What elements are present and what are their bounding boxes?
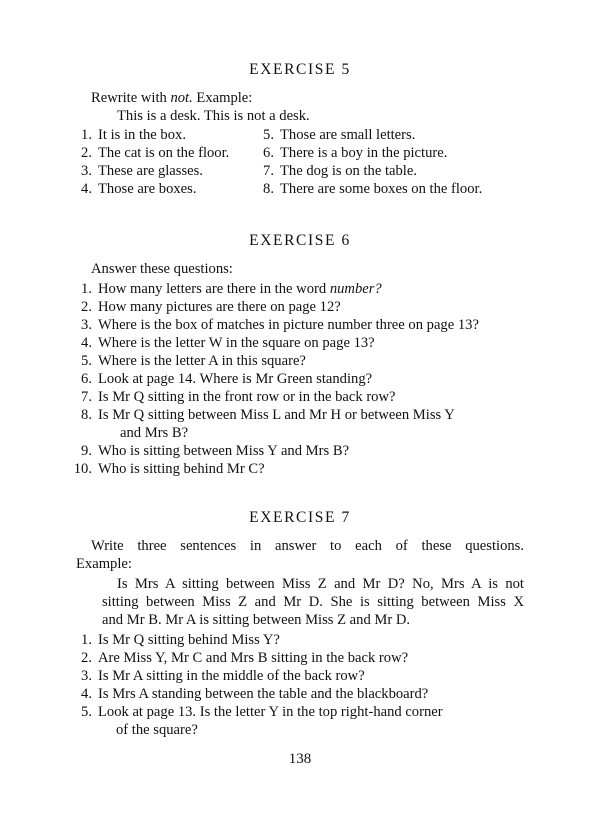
exercise-7-heading: EXERCISE 7 xyxy=(249,509,351,526)
list-item: 6. Look at page 14. Where is Mr Green standing? xyxy=(81,371,373,387)
list-item: 7. The dog is on the table. xyxy=(263,163,417,179)
list-item: 6. There is a boy in the picture. xyxy=(263,145,448,161)
example-line: Is Mrs A sitting between Miss Z and Mr D? No, Mrs A is not xyxy=(117,576,524,592)
list-item: 8. Is Mr Q sitting between Miss L and Mr H or between Miss Y xyxy=(81,407,455,423)
list-item: 4. Is Mrs A standing between the table and the blackboard? xyxy=(81,686,429,702)
exercise-6-heading: EXERCISE 6 xyxy=(249,232,351,249)
exercise-5-heading: EXERCISE 5 xyxy=(249,61,351,78)
list-item: 5. Where is the letter A in this square? xyxy=(81,353,306,369)
list-item: 3. Is Mr A sitting in the middle of the back row? xyxy=(81,668,365,684)
list-item-continuation: and Mrs B? xyxy=(120,425,189,441)
instruction-text-end: Example: xyxy=(192,90,253,106)
instruction-text: Rewrite with xyxy=(91,90,171,106)
list-item: 3. Where is the box of matches in picture number three on page 13? xyxy=(81,317,479,333)
list-item-continuation: of the square? xyxy=(116,722,198,738)
list-item: 3. These are glasses. xyxy=(81,163,203,179)
example-line: sitting between Miss Z and Mr D. She is sitting between Miss X xyxy=(102,594,524,610)
list-item: 1. How many letters are there in the word number? xyxy=(81,281,382,297)
list-item: 1. It is in the box. xyxy=(81,127,186,143)
list-item: 10. Who is sitting behind Mr C? xyxy=(73,461,265,477)
list-item: 5. Look at page 13. Is the letter Y in the top right-hand corner xyxy=(81,704,443,720)
example-label: Example: xyxy=(76,556,132,572)
exercise-5-instruction xyxy=(91,89,252,107)
page-number: 138 xyxy=(288,751,312,767)
list-item: 4. Those are boxes. xyxy=(81,181,197,197)
list-item: 2. How many pictures are there on page 12? xyxy=(81,299,341,315)
exercise-6-instruction: Answer these questions: xyxy=(91,261,233,277)
example-line: and Mr B. Mr A is sitting between Miss Z and Mr D. xyxy=(102,612,411,628)
list-item: 1. Is Mr Q sitting behind Miss Y? xyxy=(81,632,280,648)
instruction-italic-word: not. xyxy=(170,90,193,106)
list-item: 4. Where is the letter W in the square on page 13? xyxy=(81,335,375,351)
list-item: 2. Are Miss Y, Mr C and Mrs B sitting in the back row? xyxy=(81,650,409,666)
exercise-5-example: This is a desk. This is not a desk. xyxy=(117,108,310,124)
list-item: 5. Those are small letters. xyxy=(263,127,416,143)
list-item: 7. Is Mr Q sitting in the front row or in the back row? xyxy=(81,389,396,405)
exercise-7-instruction: Write three sentences in answer to each of these questions. xyxy=(91,538,524,554)
list-item: 2. The cat is on the floor. xyxy=(81,145,230,161)
list-item: 8. There are some boxes on the floor. xyxy=(263,181,483,197)
list-item: 9. Who is sitting between Miss Y and Mrs B? xyxy=(81,443,350,459)
